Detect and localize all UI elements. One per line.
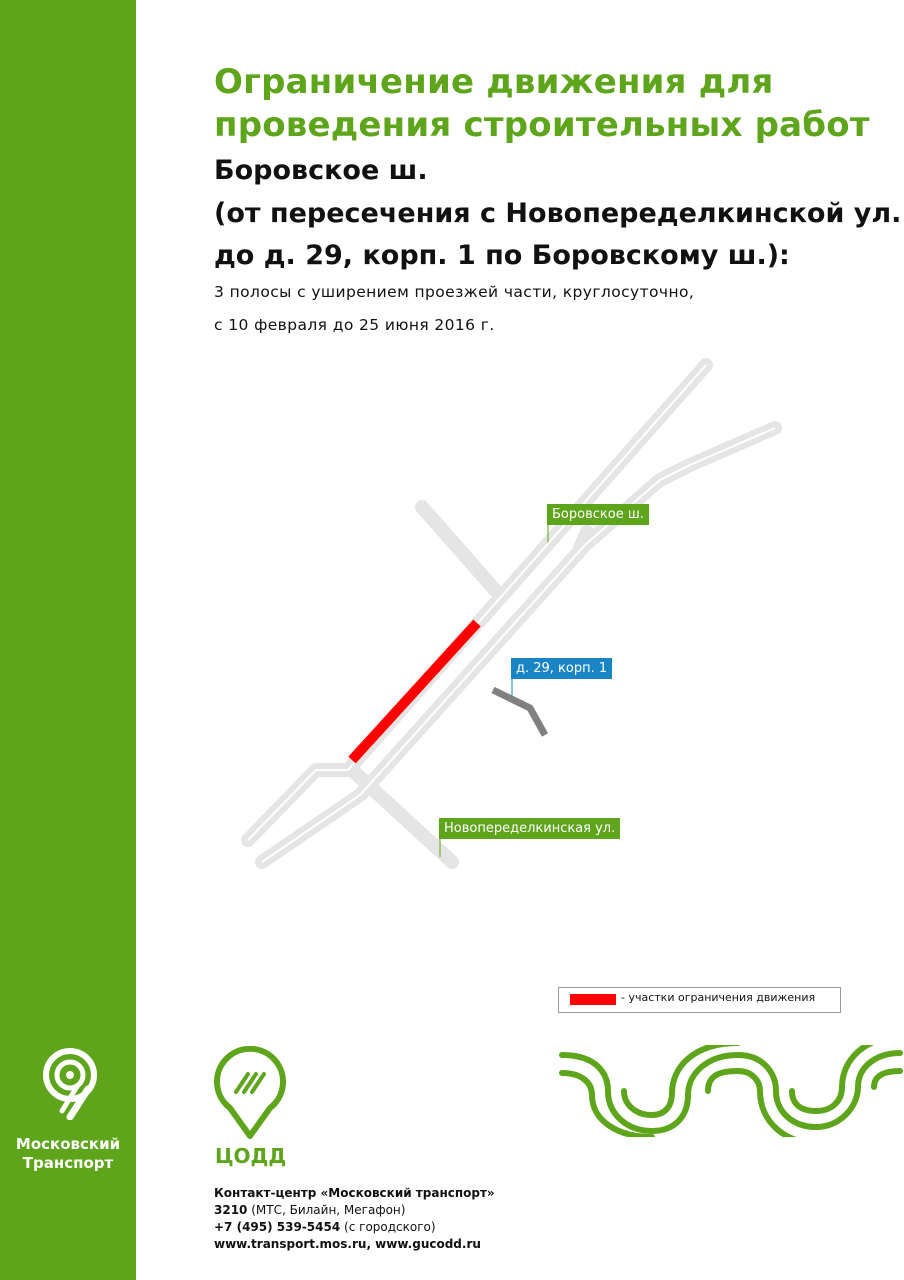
- legend: [558, 987, 841, 1013]
- logo-line1: Московский: [15, 1135, 121, 1153]
- short-number-note: (МТС, Билайн, Мегафон): [251, 1203, 406, 1217]
- building-d29: [493, 690, 545, 735]
- title-line2: проведения строительных работ: [214, 105, 870, 145]
- codd-name: ЦОДД: [215, 1144, 287, 1168]
- details-line1: 3 полосы с уширением проезжей части, круглосуточно,: [214, 283, 695, 301]
- section-line2: до д. 29, корп. 1 по Боровскому ш.):: [214, 240, 790, 271]
- section-line1: (от пересечения с Новопеределкинской ул.: [214, 198, 902, 229]
- decorative-waves: [558, 1045, 904, 1137]
- road-novoperedelkinskaya: [352, 770, 452, 862]
- logo-line2: Транспорт: [22, 1154, 114, 1172]
- short-number: 3210: [214, 1203, 248, 1217]
- details-line2: с 10 февраля до 25 июня 2016 г.: [214, 316, 495, 334]
- road-name: Боровское ш.: [214, 155, 428, 186]
- title-line1: Ограничение движения для: [214, 62, 774, 102]
- road-side-street: [422, 507, 495, 590]
- codd-logo: [210, 1046, 290, 1146]
- label-building: д. 29, корп. 1: [511, 658, 612, 679]
- contacts: [214, 1185, 495, 1253]
- road-main-carriageway: [248, 365, 706, 840]
- road-parallel-carriageway: [262, 428, 775, 862]
- contact-center-title: Контакт-центр «Московский транспорт»: [214, 1186, 495, 1200]
- websites[interactable]: www.transport.mos.ru, www.gucodd.ru: [214, 1237, 481, 1251]
- phone-number: +7 (495) 539-5454: [214, 1220, 341, 1234]
- legend-text: - участки ограничения движения: [621, 991, 816, 1004]
- legend-red-swatch: [570, 994, 616, 1005]
- label-borovskoe: Боровское ш.: [547, 504, 649, 525]
- label-novoperedelkinskaya: Новопеределкинская ул.: [439, 818, 620, 839]
- phone-note: (с городского): [344, 1220, 436, 1234]
